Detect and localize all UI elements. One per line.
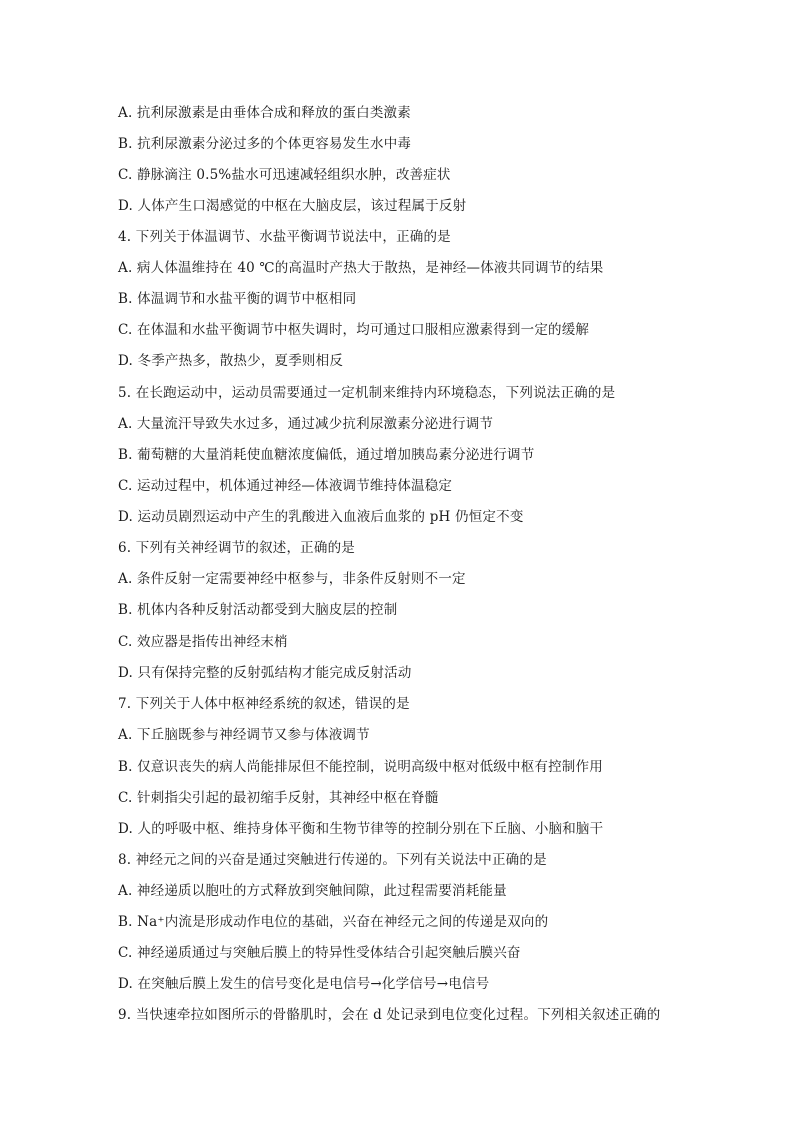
- option-3d: D. 人体产生口渴感觉的中枢在大脑皮层，该过程属于反射: [118, 198, 467, 214]
- option-7c: C. 针刺指尖引起的最初缩手反射，其神经中枢在脊髓: [118, 790, 439, 806]
- option-3a: A. 抗利尿激素是由垂体合成和释放的蛋白类激素: [118, 105, 411, 121]
- option-4c: C. 在体温和水盐平衡调节中枢失调时，均可通过口服相应激素得到一定的缓解: [118, 322, 590, 338]
- option-3b: B. 抗利尿激素分泌过多的个体更容易发生水中毒: [118, 136, 412, 152]
- option-4b: B. 体温调节和水盐平衡的调节中枢相同: [118, 291, 357, 307]
- option-8d: D. 在突触后膜上发生的信号变化是电信号→化学信号→电信号: [118, 976, 490, 992]
- question-5: 5. 在长跑运动中，运动员需要通过一定机制来维持内环境稳态，下列说法正确的是: [118, 385, 616, 401]
- option-4d: D. 冬季产热多，散热少，夏季则相反: [118, 353, 344, 369]
- option-5b: B. 葡萄糖的大量消耗使血糖浓度偏低，通过增加胰岛素分泌进行调节: [118, 447, 535, 463]
- option-6c: C. 效应器是指传出神经末梢: [118, 634, 288, 650]
- option-7a: A. 下丘脑既参与神经调节又参与体液调节: [118, 727, 370, 743]
- question-9: 9. 当快速牵拉如图所示的骨骼肌时，会在 d 处记录到电位变化过程。下列相关叙述正确的: [118, 1007, 661, 1023]
- question-7: 7. 下列关于人体中枢神经系统的叙述，错误的是: [118, 696, 410, 712]
- question-8: 8. 神经元之间的兴奋是通过突触进行传递的。下列有关说法中正确的是: [118, 852, 547, 868]
- option-7b: B. 仅意识丧失的病人尚能排尿但不能控制，说明高级中枢对低级中枢有控制作用: [118, 759, 603, 775]
- option-4a: A. 病人体温维持在 40 ℃的高温时产热大于散热，是神经—体液共同调节的结果: [118, 260, 604, 276]
- option-6b: B. 机体内各种反射活动都受到大脑皮层的控制: [118, 602, 398, 618]
- option-8b: B. Na⁺内流是形成动作电位的基础，兴奋在神经元之间的传递是双向的: [118, 914, 549, 930]
- option-6d: D. 只有保持完整的反射弧结构才能完成反射活动: [118, 665, 412, 681]
- option-6a: A. 条件反射一定需要神经中枢参与，非条件反射则不一定: [118, 571, 466, 587]
- option-5d: D. 运动员剧烈运动中产生的乳酸进入血液后血浆的 pH 仍恒定不变: [118, 509, 524, 525]
- option-7d: D. 人的呼吸中枢、维持身体平衡和生物节律等的控制分别在下丘脑、小脑和脑干: [118, 821, 604, 837]
- question-6: 6. 下列有关神经调节的叙述，正确的是: [118, 540, 355, 556]
- option-8c: C. 神经递质通过与突触后膜上的特异性受体结合引起突触后膜兴奋: [118, 945, 521, 961]
- option-5a: A. 大量流汗导致失水过多，通过减少抗利尿激素分泌进行调节: [118, 416, 494, 432]
- option-3c: C. 静脉滴注 0.5%盐水可迅速减轻组织水肿，改善症状: [118, 167, 451, 183]
- question-4: 4. 下列关于体温调节、水盐平衡调节说法中，正确的是: [118, 229, 451, 245]
- option-5c: C. 运动过程中，机体通过神经—体液调节维持体温稳定: [118, 478, 453, 494]
- option-8a: A. 神经递质以胞吐的方式释放到突触间隙，此过程需要消耗能量: [118, 883, 507, 899]
